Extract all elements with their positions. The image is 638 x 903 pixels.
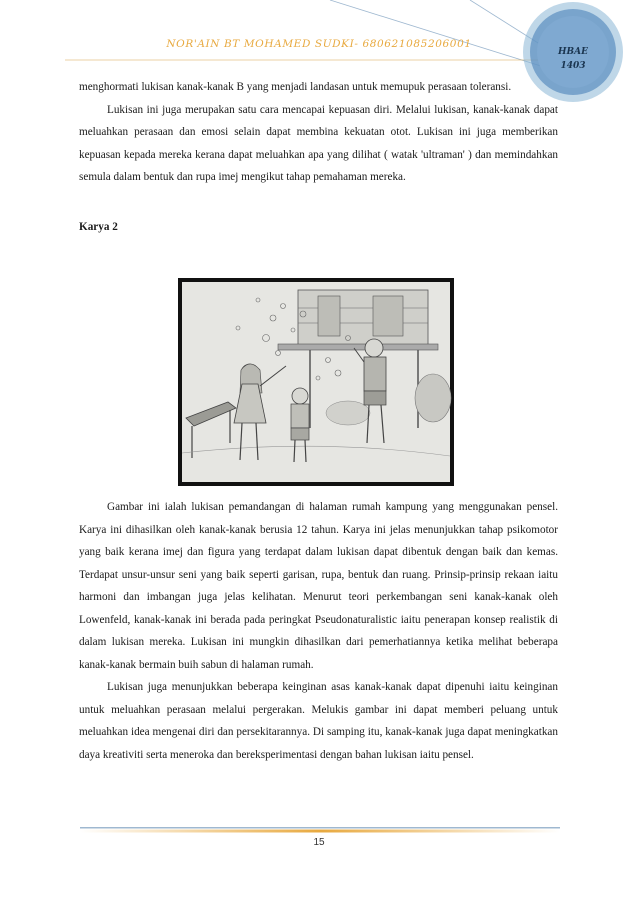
page-header: NOR'AIN BT MOHAMED SUDKI- 680621085206001 (166, 38, 472, 50)
pencil-drawing-figure (178, 278, 454, 486)
course-badge-text (545, 45, 601, 73)
section-title: Karya 2 (79, 220, 118, 233)
badge-line-2: 1403 (560, 61, 586, 71)
paragraph-3: Gambar ini ialah lukisan pemandangan di halaman rumah kampung yang menggunakan pensel. Karya ini dihasilkan oleh kanak-kanak berusia 12 tahun. Karya ini jelas menunjukkan tahap psikomotor yang baik kerana imej dan figura yang terdapat dalam lukisan dapat dibentuk dengan baik dan kemas. Terdapat unsur-unsur seni yang baik seperti garisan, rupa, bentuk dan ruang. Prinsip-prinsip rekaan iaitu harmoni dan imbangan juga jelas kelihatan. Menurut teori perkembangan seni kanak-kanak oleh Lowenfeld, kanak-kanak ini berada pada peringkat Pseudonaturalistic iaitu penerapan konsep realistik di dalam lukisan mereka. Lukisan ini mungkin dihasilkan dari pemerhatiannya ketika melihat beberapa kanak-kanak bermain buih sabun di halaman rumah. (79, 501, 558, 671)
page-number: 15 (313, 837, 325, 848)
paragraph-4: Lukisan juga menunjukkan beberapa keinginan asas kanak-kanak dapat dipenuhi iaitu keinginan untuk meluahkan perasaan melalui pergerakan. Melukis gambar ini dapat memberi peluang untuk meluahkan idea mengenai diri dan persekitarannya. Di samping itu, kanak-kanak juga dapat meningkatkan daya kreativiti serta meneroka dan bereksperimentasi dengan bahan lukisan iaitu pensel. (79, 681, 558, 761)
main-content-bottom (79, 496, 558, 766)
paragraph-2: Lukisan ini juga merupakan satu cara mencapai kepuasan diri. Melalui lukisan, kanak-kanak dapat meluahkan perasaan dan emosi selain dapat membina kekuatan otot. Lukisan ini juga memberikan kepuasan kepada mereka kerana dapat meluahkan apa yang dilihat ( watak 'ultraman' ) dan memindahkan semula dalam bentuk dan rupa imej mengikut tahap pemahaman mereka. (79, 103, 558, 183)
main-content-top (79, 76, 558, 238)
footer-rule (80, 826, 560, 834)
paragraph-1: menghormati lukisan kanak-kanak B yang menjadi landasan untuk memupuk perasaan toleransi. (79, 81, 512, 93)
pencil-drawing (178, 278, 454, 486)
badge-line-1: HBAE (558, 47, 588, 57)
